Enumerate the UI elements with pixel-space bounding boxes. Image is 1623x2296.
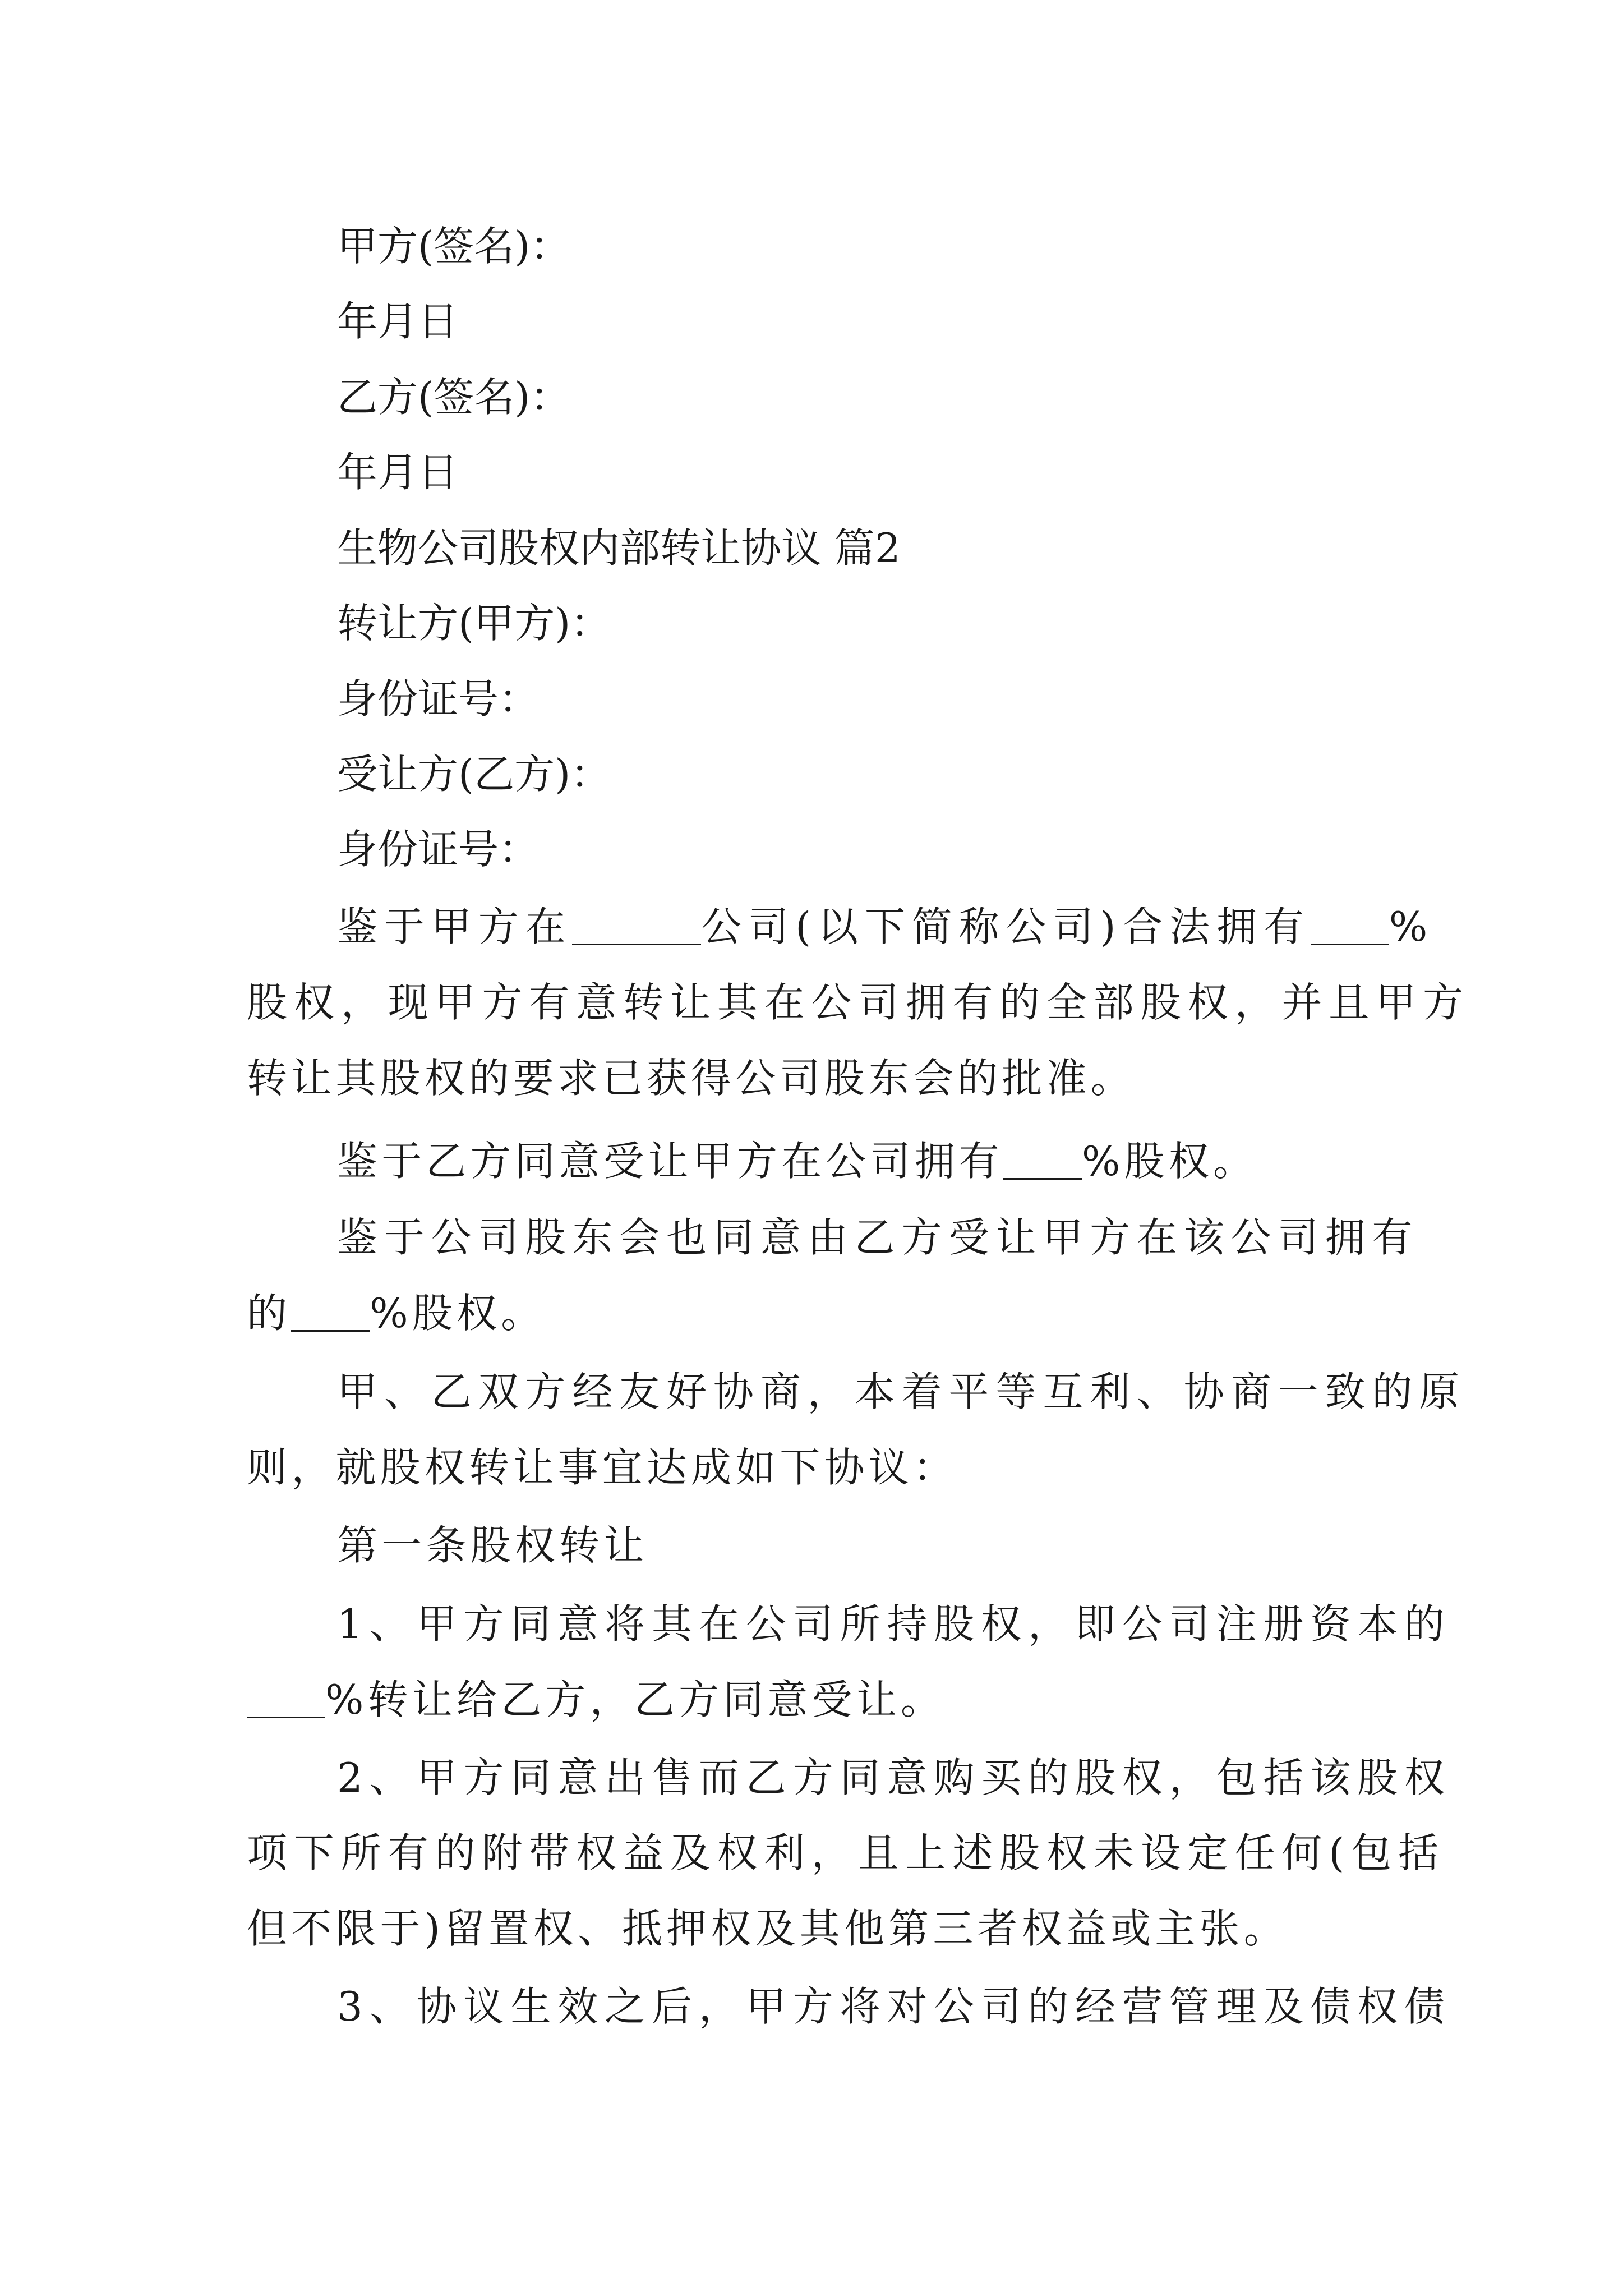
recital-3-text-a: 的 bbox=[247, 1290, 292, 1337]
party-b-date-label: 年月日 bbox=[337, 449, 459, 496]
transferee-id-label: 身份证号： bbox=[337, 826, 540, 873]
party-b-signature-label: 乙方(签名)： bbox=[337, 374, 571, 421]
recital-1-line-3: 转让其股权的要求已获得公司股东会的批准。 bbox=[247, 1055, 1136, 1102]
transferor-id-label: 身份证号： bbox=[337, 675, 540, 723]
recital-1-text-a: 鉴于甲方在 bbox=[337, 903, 573, 950]
share-percent-blank bbox=[291, 1297, 370, 1332]
item-3-line-1: 3、协议生效之后，甲方将对公司的经营管理及债权债 bbox=[337, 1983, 1451, 2030]
share-percent-blank bbox=[1003, 1145, 1082, 1180]
transferor-label: 转让方(甲方)： bbox=[337, 600, 611, 647]
party-a-date-label: 年月日 bbox=[337, 298, 459, 345]
recital-2-text-a: 鉴于乙方同意受让甲方在公司拥有 bbox=[337, 1138, 1004, 1185]
item-2-line-3: 但不限于)留置权、抵押权及其他第三者权益或主张。 bbox=[247, 1905, 1288, 1952]
consensus-line-2: 则，就股权转让事宜达成如下协议： bbox=[247, 1444, 958, 1491]
recital-2-text-b: %股权。 bbox=[1082, 1138, 1258, 1185]
consensus-line-1: 甲、乙双方经友好协商，本着平等互利、协商一致的原 bbox=[337, 1368, 1467, 1415]
item-1-line-2 bbox=[247, 1676, 946, 1723]
item-2-line-2: 项下所有的附带权益及权利，且上述股权未设定任何(包括 bbox=[247, 1829, 1445, 1876]
company-name-blank bbox=[572, 911, 701, 945]
recital-3-line-1: 鉴于公司股东会也同意由乙方受让甲方在该公司拥有 bbox=[337, 1214, 1419, 1261]
transferee-label: 受让方(乙方)： bbox=[337, 751, 611, 798]
item-1-line-1: 1、甲方同意将其在公司所持股权，即公司注册资本的 bbox=[337, 1600, 1451, 1648]
recital-1-line-2: 股权，现甲方有意转让其在公司拥有的全部股权，并且甲方 bbox=[247, 979, 1470, 1026]
share-percent-blank bbox=[247, 1684, 325, 1718]
recital-3-line-2 bbox=[247, 1290, 546, 1337]
item-2-line-1: 2、甲方同意出售而乙方同意购买的股权，包括该股权 bbox=[337, 1754, 1451, 1801]
recital-2-line-1 bbox=[337, 1138, 1258, 1185]
party-a-signature-label: 甲方(签名)： bbox=[337, 223, 571, 270]
share-percent-blank bbox=[1311, 911, 1389, 945]
recital-1-text-c: % bbox=[1389, 903, 1435, 950]
recital-1-text-b: 公司(以下简称公司)合法拥有 bbox=[701, 903, 1311, 950]
agreement-title: 生物公司股权内部转让协议 篇2 bbox=[337, 524, 901, 572]
item-1-text-b: %转让给乙方，乙方同意受让。 bbox=[325, 1676, 946, 1723]
section-1-heading: 第一条股权转让 bbox=[337, 1522, 648, 1569]
recital-1-line-1 bbox=[337, 903, 1435, 950]
recital-3-text-b: %股权。 bbox=[370, 1290, 546, 1337]
